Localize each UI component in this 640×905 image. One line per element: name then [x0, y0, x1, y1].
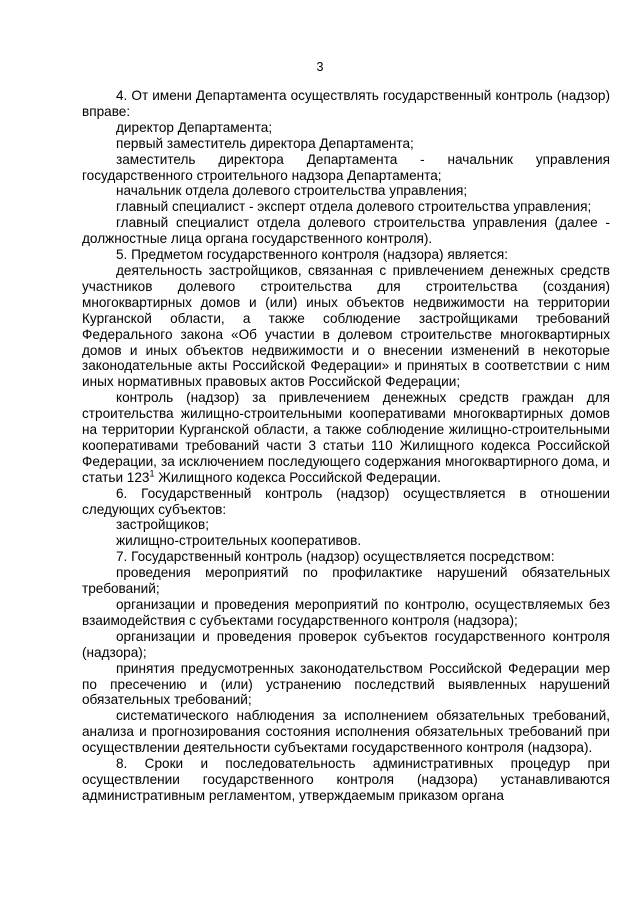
list-item-chief-specialist: главный специалист отдела долевого строительства управления (далее - должностные лица органа государственного контроля). — [82, 215, 610, 247]
list-item-cooperatives: жилищно-строительных кооперативов. — [116, 533, 362, 549]
paragraph-5-intro: 5. Предметом государственного контроля (надзора) является: — [116, 247, 509, 263]
zhsk-text-before: контроль (надзор) за привлечением денежных средств граждан для строительства жилищно-строительными кооперативами многоквартирных домов на территории Курганской области, а также соблюдение жилищно-строительными кооперативами требований части 3 статьи 110 Жилищного кодекса Российской Федерации, за исключением последующего содержания многоквартирного дома, и статьи 123 — [82, 390, 610, 485]
article-superscript: 1 — [149, 468, 155, 479]
paragraph-7-intro: 7. Государственный контроль (надзор) осуществляется посредством: — [116, 549, 555, 565]
zhsk-text-after: Жилищного кодекса Российской Федерации. — [154, 469, 441, 485]
page-number: 3 — [316, 60, 324, 74]
list-item-no-interaction: организации и проведения мероприятий по контролю, осуществляемых без взаимодействия с субъектами государственного контроля (надзора); — [82, 597, 610, 628]
list-item-chief-expert: главный специалист - эксперт отдела долевого строительства управления; — [116, 199, 592, 215]
list-item-measures: принятия предусмотренных законодательством Российской Федерации мер по пресечению и (или) устранению последствий выявленных нарушений обязательных требований; — [82, 660, 610, 708]
list-item-inspections: организации и проведения проверок субъектов государственного контроля (надзора); — [82, 628, 610, 660]
list-item-department-head: начальник отдела долевого строительства управления; — [116, 183, 468, 199]
list-item-director: директор Департамента; — [116, 119, 273, 135]
list-item-first-deputy: первый заместитель директора Департамента; — [116, 135, 414, 151]
list-item-developers: застройщиков; — [116, 517, 209, 533]
list-item-prevention: проведения мероприятий по профилактике нарушений обязательных требований; — [82, 565, 610, 597]
document-body — [82, 88, 610, 804]
paragraph-5-developers: деятельность застройщиков, связанная с привлечением денежных средств участников долевого строительства для строительства (создания) многоквартирных домов и (или) иных объектов недвижимости на территории Курганской области, а также соблюдение застройщиками требований Федерального закона «Об участии в долевом строительстве многоквартирных домов и иных объектов недвижимости и о внесении изменений в некоторые законодательные акты Российской Федерации» и принятых в соответствии с ним иных нормативных правовых актов Российской Федерации; — [82, 262, 610, 390]
paragraph-6-intro: 6. Государственный контроль (надзор) осуществляется в отношении следующих субъектов: — [82, 485, 610, 517]
list-item-monitoring: систематического наблюдения за исполнением обязательных требований, анализа и прогнозирования состояния исполнения обязательных требований при осуществлении деятельности субъектами государственного контроля (надзора). — [82, 708, 610, 756]
paragraph-8: 8. Сроки и последовательность административных процедур при осуществлении государственного контроля (надзора) устанавливаются административным регламентом, утверждаемым приказом органа — [82, 756, 610, 803]
paragraph-4-intro: 4. От имени Департамента осуществлять государственный контроль (надзор) вправе: — [82, 88, 610, 119]
paragraph-5-cooperatives — [82, 390, 610, 485]
list-item-deputy-head: заместитель директора Департамента - начальник управления государственного строительного надзора Департамента; — [82, 151, 610, 183]
